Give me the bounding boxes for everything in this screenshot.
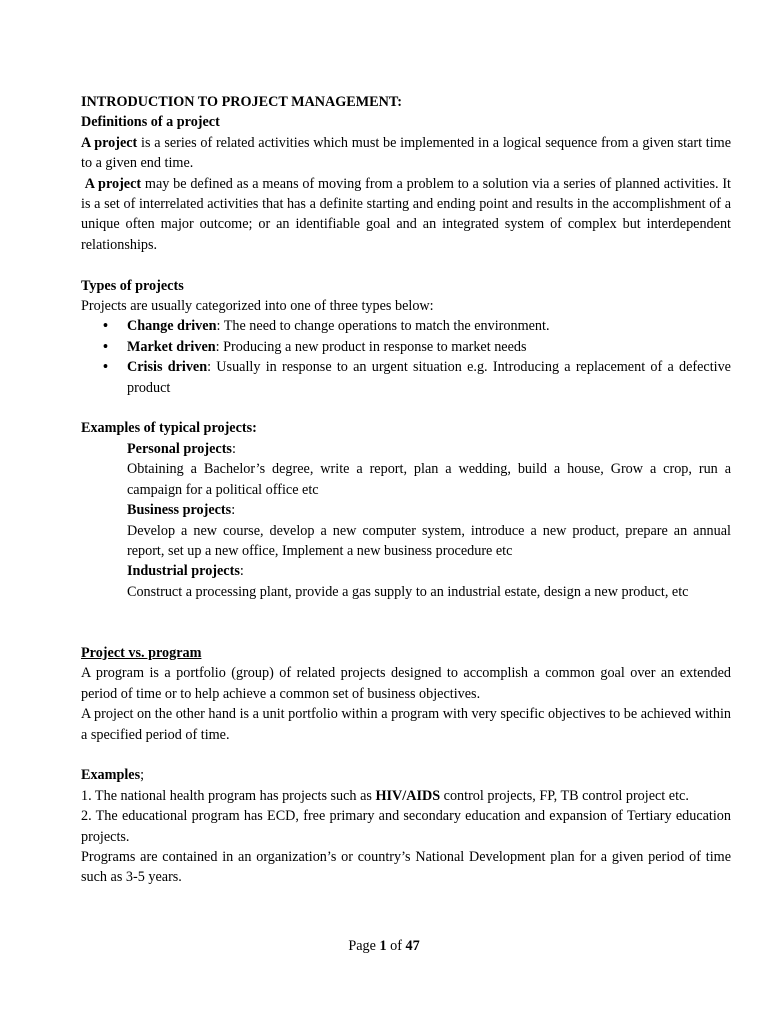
page-footer [0,936,768,956]
group-text: Construct a processing plant, provide a gas supply to an industrial estate, design a new product, etc [127,583,689,600]
definitions-title: Definitions of a project [81,114,220,131]
list-item [103,316,731,336]
group-label-text: Personal projects [127,440,232,457]
examples-typical-title: Examples of typical projects: [81,420,257,437]
group-label-colon: : [239,563,244,580]
project-vs-program-title: Project vs. program [81,644,202,661]
example-1-pre: 1. The national health program has projects such as [81,787,376,804]
bullet-icon: • [103,318,108,335]
example-3: Programs are contained in an organization’s or country’s National Development plan for a given period of time such as 3-5 years. [81,848,731,886]
list-item-text: : Producing a new product in response to market needs [215,338,527,355]
definition-paragraph-2 [81,174,731,256]
examples-title [81,765,731,785]
footer-of: of [386,938,406,954]
list-item-text: : The need to change operations to match the environment. [216,318,550,335]
examples-typical-groups [81,439,731,602]
page-number: 1 [379,938,387,954]
examples-title-text: Examples [81,767,141,784]
group-label [127,500,731,520]
definition-paragraph-1 [81,133,731,174]
list-item-term: Market driven [127,338,216,355]
types-intro: Projects are usually categorized into one of three types below: [81,298,434,315]
definition-text: may be defined as a means of moving from a problem to a solution via a series of planned activities. It is a set of interrelated activities that has a definite starting and ending point and results in the accomplishment of a unique often major outcome; or an identifiable goal and an integrated system of complex but interdependent relationships. [81,175,731,253]
list-item [103,337,731,357]
example-1-post: control projects, FP, TB control project etc. [440,787,689,804]
list-item-term: Change driven [127,318,217,335]
examples-title-suffix: ; [140,767,145,784]
bullet-icon: • [103,359,108,376]
program-paragraph: A program is a portfolio (group) of related projects designed to accomplish a common goal over an extended period of time or to help achieve a common set of business objectives. [81,665,731,702]
example-1 [81,786,731,806]
types-title: Types of projects [81,277,184,294]
example-1-bold: HIV/AIDS [375,787,441,804]
group-label-colon: : [231,440,236,457]
definition-term: A project [84,175,142,192]
list-item [103,357,731,398]
example-2: 2. The educational program has ECD, free primary and secondary education and expansion of Tertiary education projects. [81,808,731,845]
footer-prefix: Page [348,938,380,954]
group-label [127,439,731,459]
group-label [127,561,731,581]
document-heading: INTRODUCTION TO PROJECT MANAGEMENT: [81,94,402,110]
list-item-term: Crisis driven [127,359,208,376]
group-label-text: Industrial projects [127,563,240,580]
group-label-colon: : [231,502,236,519]
types-list [81,316,731,398]
definition-text: is a series of related activities which must be implemented in a logical sequence from a given start time to a given end time. [81,134,732,172]
bullet-icon: • [103,338,108,355]
definition-term: A project [81,134,138,151]
group-text: Obtaining a Bachelor’s degree, write a report, plan a wedding, build a house, Grow a crop, run a campaign for a political office etc [127,461,731,498]
page-total: 47 [405,938,420,954]
list-item-text: : Usually in response to an urgent situation e.g. Introducing a replacement of a defective product [127,359,731,396]
group-text: Develop a new course, develop a new computer system, introduce a new product, prepare an annual report, set up a new office, Implement a new business procedure etc [127,522,731,559]
project-paragraph: A project on the other hand is a unit portfolio within a program with very specific objectives to be achieved within a specified period of time. [81,706,731,743]
group-label-text: Business projects [127,502,232,519]
